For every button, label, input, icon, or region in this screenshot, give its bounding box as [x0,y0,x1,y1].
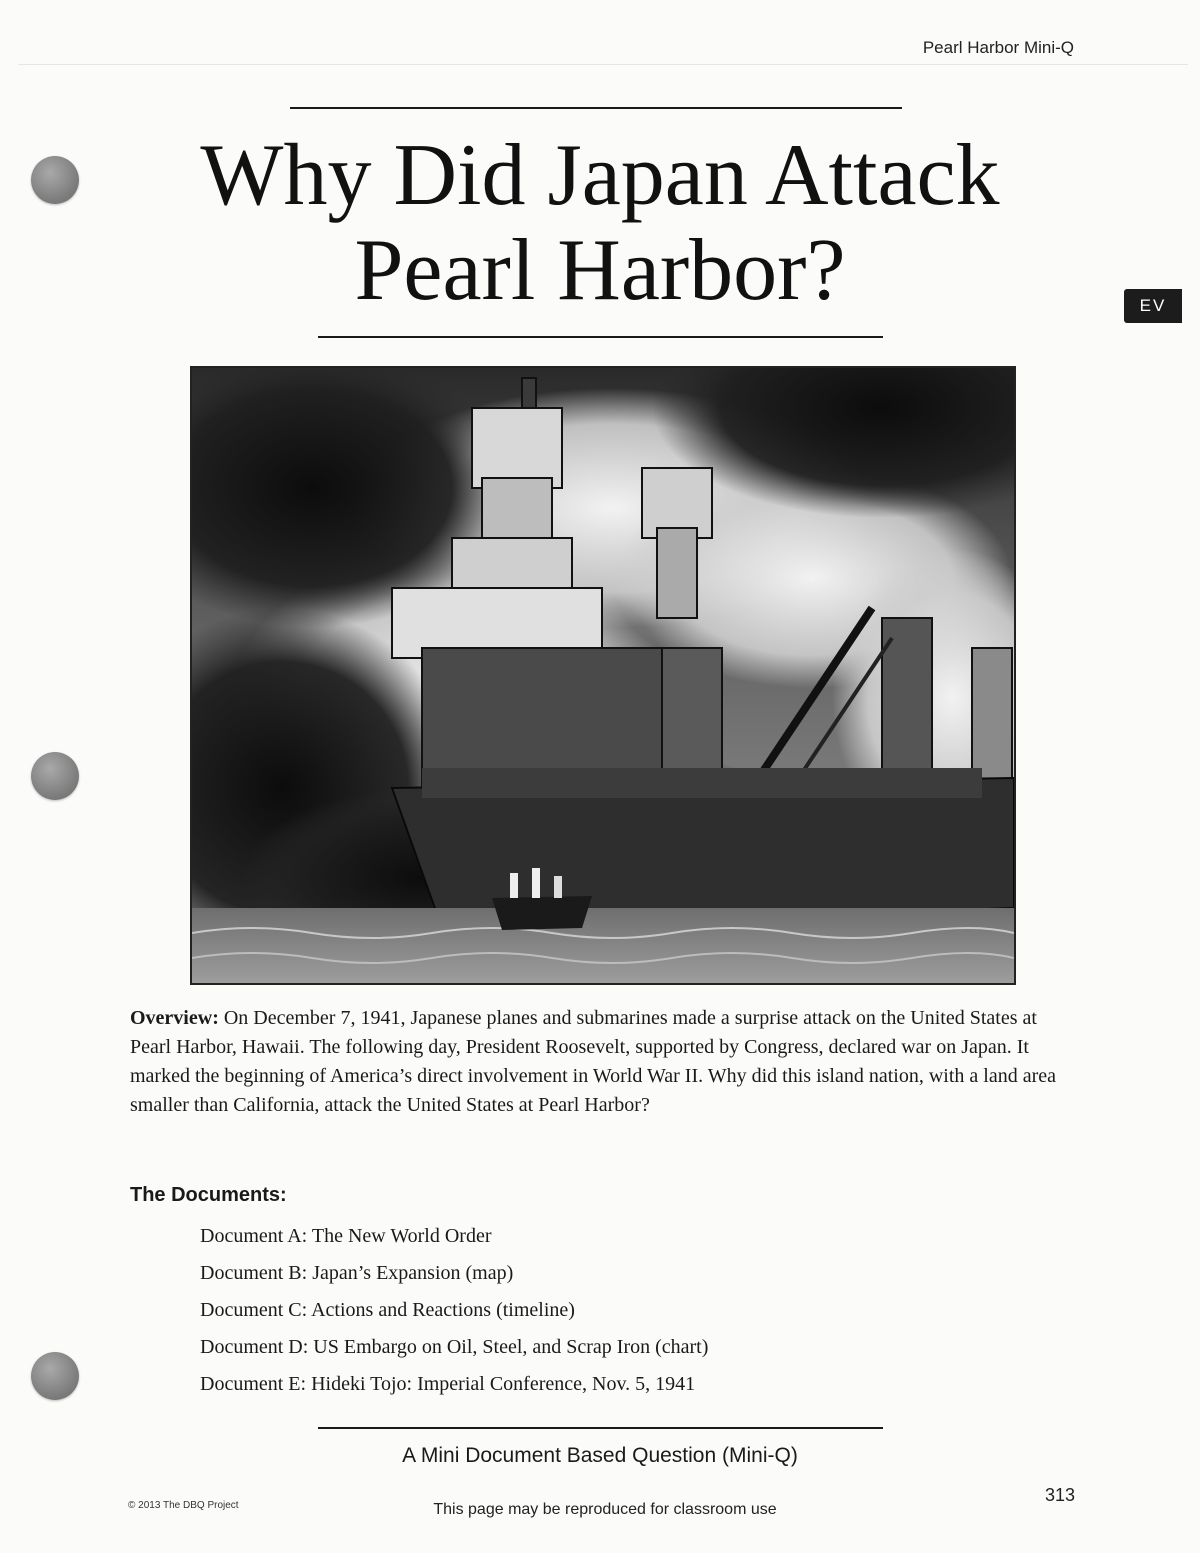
title-bottom-rule [318,336,883,338]
binder-hole-middle [31,752,79,800]
list-item: Document C: Actions and Reactions (timeline) [200,1299,575,1321]
copyright-notice: © 2013 The DBQ Project [128,1500,239,1511]
title-top-rule [290,107,902,109]
binder-hole-top [31,156,79,204]
reproduce-note: This page may be reproduced for classroom use [433,1501,777,1518]
documents-heading: The Documents: [130,1184,287,1206]
header-divider [18,64,1188,65]
running-head: Pearl Harbor Mini-Q [922,38,1074,57]
list-item: Document D: US Embargo on Oil, Steel, and Scrap Iron (chart) [200,1336,709,1358]
overview-paragraph [130,1004,1060,1120]
page-title-line2: Pearl Harbor? [354,222,846,319]
mini-q-subtitle: A Mini Document Based Question (Mini-Q) [402,1444,798,1467]
list-item: Document E: Hideki Tojo: Imperial Conference, Nov. 5, 1941 [200,1373,696,1395]
overview-text: On December 7, 1941, Japanese planes and submarines made a surprise attack on the United States at Pearl Harbor, Hawaii. The following day, President Roosevelt, supported by Congress, declared war on Japan. It marked the beginning of America’s direct involvement in World War II. Why did this island nation, with a land area smaller than California, attack the United States at Pearl Harbor? [130,1007,1056,1116]
list-item: Document A: The New World Order [200,1225,492,1247]
page-title [100,128,1100,318]
battleship-photo-icon [190,366,1016,985]
list-item: Document B: Japan’s Expansion (map) [200,1262,514,1284]
documents-list [200,1221,708,1406]
ev-section-tab: EV [1124,289,1182,323]
page-title-line1: Why Did Japan Attack [200,127,1000,224]
footer-rule [318,1427,883,1429]
binder-hole-bottom [31,1352,79,1400]
page-number: 313 [1044,1485,1075,1505]
overview-label: Overview: [130,1007,219,1029]
